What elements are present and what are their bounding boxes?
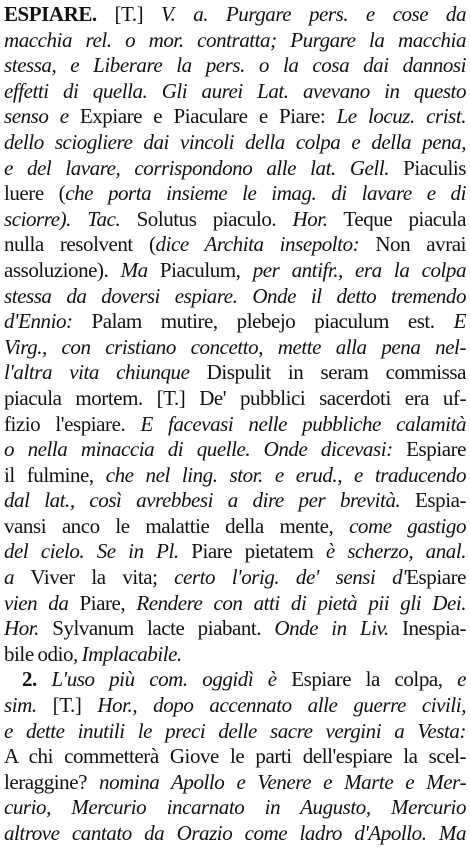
italic-text: Rendere con atti di pietà pii gli Dei. [136,590,466,615]
text-line [4,770,466,796]
text-line [4,156,466,182]
roman-text: Espia- [400,488,466,513]
italic-text: sciorre). Tac. [4,206,121,231]
roman-text: Teque piacula [327,206,466,231]
text-line [4,207,466,233]
text-line [4,2,466,28]
italic-text: del cielo. Se in Pl. [4,539,179,564]
italic-text: E [453,309,466,334]
text-line [4,514,466,540]
italic-text: macchia rel. o mor. contratta; Purgare la macchia [4,27,466,52]
text-line [4,744,466,770]
italic-text: dal lat., così avrebbesi a dire per brevità. [4,488,401,513]
text-line [4,642,466,668]
text-line [4,53,466,79]
roman-text: il fulmine, [4,462,106,487]
italic-text: Virg., con cristiano concetto, mette alla pena nel- [4,334,466,359]
roman-text: Piare pietatem [178,539,326,564]
italic-text: effetti di quella. Gli aurei Lat. avevano in questo [4,78,466,103]
text-line [4,437,466,463]
roman-text: Espiare [392,437,466,462]
italic-text: stessa da doversi espiare. Onde il detto tremendo [4,283,466,308]
italic-text: sim. [4,693,53,718]
text-line [4,104,466,130]
text-line [4,821,466,847]
italic-text: certo l'orig. de' sensi d' [174,565,407,590]
text-line [4,667,466,693]
roman-text: Expiare e Piaculare e Piare: [79,104,326,129]
text-line [4,232,466,258]
headword: ESPIARE. [4,2,97,26]
roman-text: [T.] [52,693,98,718]
text-line [4,309,466,335]
italic-text: è scherzo, anal. [325,539,466,564]
italic-text: L'uso più com. oggidì è [51,667,277,692]
roman-text: A chi commetterà Giove le parti dell'espiare la scel- [4,744,466,769]
roman-text: Inespia- [388,616,466,641]
roman-text: Solutus piaculo. [120,206,293,231]
italic-text: dice Archita insepolto: [155,232,360,257]
italic-text: Ma [120,257,148,282]
italic-text: senso e [4,104,80,129]
italic-text: dello sciogliere dai vincoli della colpa e della pena, [4,129,466,154]
italic-text: per antifr., era la colpa [252,257,466,282]
text-line [4,130,466,156]
italic-text: E facevasi nelle pubbliche calamità [140,411,466,436]
text-line [4,565,466,591]
italic-text: e [457,667,466,692]
italic-text: stessa, e Liberare la pers. o la cosa dai dannosi [4,53,466,78]
italic-text: Onde in Liv. [274,616,389,641]
text-line [4,28,466,54]
text-line [4,335,466,361]
italic-text: l'altra vita chiunque [4,360,190,385]
italic-text: nomina Apollo e Venere e Marte e Mer- [99,769,466,794]
text-line [4,591,466,617]
roman-text: Sylvanum lacte piabant. [38,616,275,641]
roman-text: leraggine? [4,769,100,794]
roman-text: Piaculis [389,155,466,180]
text-line [4,360,466,386]
text-line [4,386,466,412]
text-line [4,719,466,745]
text-line [4,488,466,514]
italic-text: Le locuz. crist. [325,104,466,129]
text-line [4,284,466,310]
italic-text: e dette inutili le preci delle sacre vergini a Vesta: [4,718,466,743]
italic-text: Hor. [292,206,328,231]
text-line [4,79,466,105]
italic-text: a [4,565,15,590]
italic-text: Hor. [4,616,39,641]
text-line [4,616,466,642]
roman-text: luere ( [4,181,66,206]
italic-text: curio, Mercurio incarnato in Augusto, Mercurio [4,795,466,820]
roman-text: Dispulit in seram commissa [189,360,466,385]
italic-text: altrove cantato da Orazio come ladro d'Apollo. Ma [4,821,466,845]
roman-text: bile odio, [4,641,82,666]
roman-text: Non avrai [359,232,466,257]
italic-text: e del lavare, corrispondono alle lat. Gell. [4,155,389,180]
roman-text: nulla resolvent ( [4,232,156,257]
roman-text: Viver la vita; [14,565,175,590]
roman-text: [T.] [96,2,161,26]
roman-text: vansi anco le malattie della mente, [4,513,350,538]
italic-text: vien da [4,590,69,615]
roman-text: Espiare [406,565,466,590]
roman-text: fizio l'espiare. [4,411,141,436]
italic-text: Hor., dopo accennato alle guerre civili, [97,693,466,718]
text-line [4,693,466,719]
italic-text: d'Ennio: [4,309,73,334]
italic-text: Implacabile. [81,641,182,666]
roman-text: assoluzione). [4,257,121,282]
roman-text: Piaculum, [147,257,253,282]
roman-text: piacula mortem. [T.] De' pubblici sacerdoti era uf- [4,385,466,410]
text-line [4,539,466,565]
dictionary-entry-espiare [4,2,466,847]
text-line [4,258,466,284]
italic-text: o nella minaccia di quelle. Onde dicevasi: [4,437,393,462]
headword: 2. [22,667,52,692]
roman-text: Palam mutire, plebejo piaculum est. [72,309,454,334]
italic-text: che nel ling. stor. e erud., e traducendo [105,462,466,487]
italic-text: V. a. Purgare pers. e cose da [160,2,466,26]
italic-text: che porta insieme le imag. di lavare e di [65,181,466,206]
italic-text: come gastigo [349,513,466,538]
text-line [4,795,466,821]
roman-text: Espiare la colpa, [276,667,458,692]
text-line [4,412,466,438]
text-line [4,181,466,207]
text-line [4,463,466,489]
roman-text: Piare, [68,590,137,615]
